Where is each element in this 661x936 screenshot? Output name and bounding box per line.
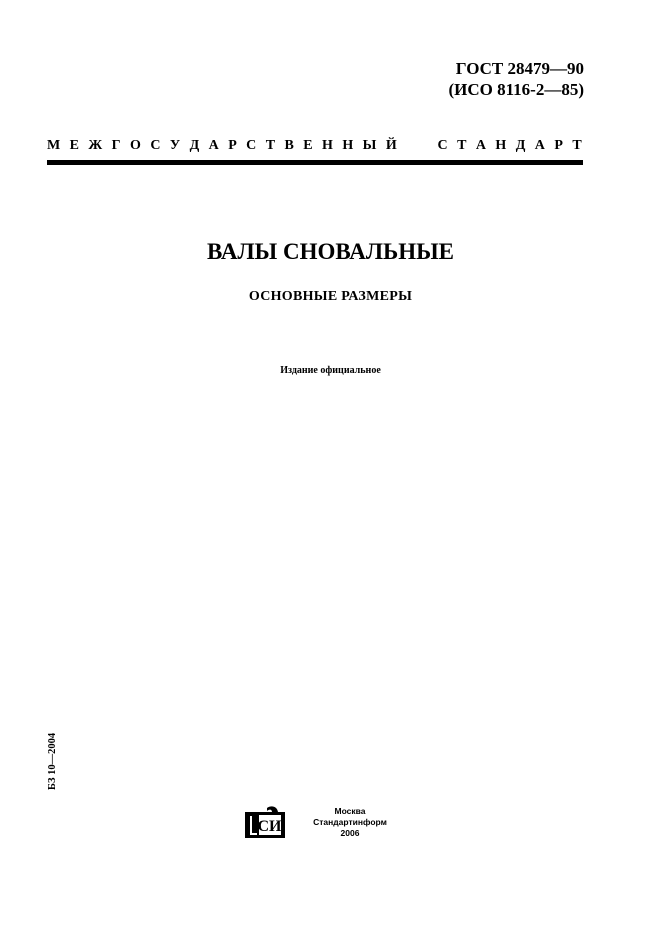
standartinform-logo bbox=[245, 806, 285, 838]
banner-letter: С bbox=[150, 138, 161, 153]
publisher-name: Стандартинформ bbox=[313, 817, 387, 827]
banner-letter: Т bbox=[457, 138, 467, 153]
banner-letter: У bbox=[169, 138, 181, 153]
banner-letter: О bbox=[130, 138, 141, 153]
edition-note: Издание официальное bbox=[280, 365, 381, 376]
banner-letter: А bbox=[475, 138, 486, 153]
banner-letter: Т bbox=[572, 138, 582, 153]
publisher-block bbox=[300, 806, 400, 839]
banner-letter: Д bbox=[189, 138, 200, 153]
banner-letter: Е bbox=[303, 138, 313, 153]
standard-number-block bbox=[448, 58, 584, 100]
iso-number: (ИСО 8116-2—85) bbox=[448, 80, 584, 99]
banner-letter: Й bbox=[385, 138, 397, 153]
banner-letter: Н bbox=[322, 138, 333, 153]
side-note-container bbox=[47, 732, 104, 801]
banner-letter: М bbox=[47, 138, 61, 153]
banner-letter: Т bbox=[265, 138, 276, 153]
banner-letter: С bbox=[246, 138, 257, 153]
banner-letter: А bbox=[534, 138, 545, 153]
banner-letter: Р bbox=[554, 138, 563, 153]
banner-letter: В bbox=[284, 138, 294, 153]
banner-gap bbox=[406, 138, 428, 154]
banner-letter: Г bbox=[111, 138, 121, 153]
side-note: БЗ 10—2004 bbox=[47, 732, 58, 790]
banner-letter: Д bbox=[515, 138, 526, 153]
banner-letter: А bbox=[208, 138, 219, 153]
publisher-city: Москва bbox=[334, 806, 366, 816]
publisher-year: 2006 bbox=[340, 828, 360, 838]
header-rule bbox=[47, 160, 583, 165]
banner-letter: С bbox=[437, 138, 448, 153]
banner-letter: Е bbox=[69, 138, 79, 153]
banner-letter: Р bbox=[228, 138, 237, 153]
interstate-standard-banner bbox=[47, 138, 582, 154]
banner-letter: Н bbox=[495, 138, 507, 153]
banner-letter: Ы bbox=[362, 138, 377, 153]
standard-number: ГОСТ 28479—90 bbox=[455, 59, 584, 78]
logo-letters: СИ bbox=[257, 818, 282, 835]
banner-letter: Н bbox=[342, 138, 354, 153]
document-title: ВАЛЫ СНОВАЛЬНЫЕ bbox=[206, 239, 455, 264]
banner-letter: Ж bbox=[88, 138, 103, 153]
document-subtitle: ОСНОВНЫЕ РАЗМЕРЫ bbox=[248, 289, 413, 304]
